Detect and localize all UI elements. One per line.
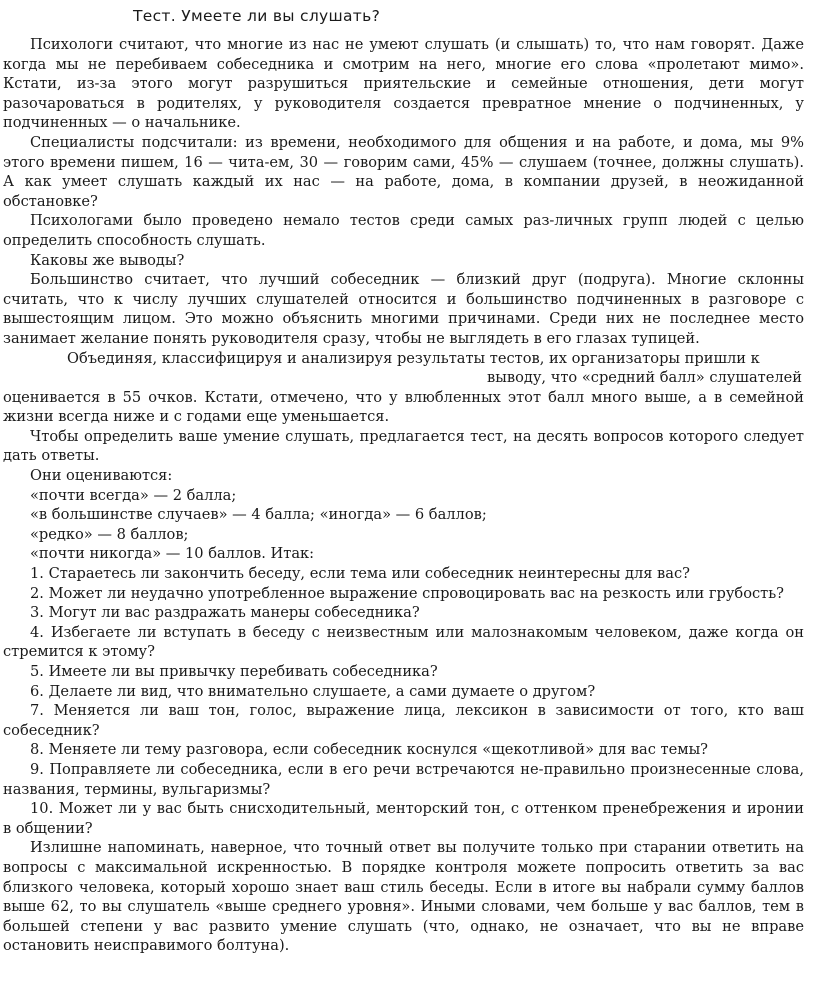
question-item: 1. Стараетесь ли закончить беседу, если тема или собеседник неинтересны для вас?	[30, 565, 690, 583]
paragraph-combining: Объединяя, классифицируя и анализируя результаты тестов, их организаторы пришли к	[67, 349, 760, 367]
paragraph-conclusion-line: выводу, что «средний балл» слушателей	[487, 369, 802, 387]
question-item: 5. Имеете ли вы привычку перебивать собеседника?	[30, 663, 438, 680]
paragraph-intro: Психологи считают, что многие из нас не умеют слушать (и слышать) то, что нам говорят. Даже когда мы не перебиваем собеседника и смотрим на него, многие его слова «пролетают мимо». Кстати, из-за этого могут разрушиться приятельские и семейные отношения, дети могут разочароваться в родителях, у руководителя создается превратное мнение о подчиненных, у подчиненных — о начальнике.	[3, 36, 804, 132]
question-item: 4. Избегаете ли вступать в беседу с неизвестным или малознакомым человеком, даже когда он стремится к этому?	[3, 623, 804, 661]
paragraph-instructions: Чтобы определить ваше умение слушать, предлагается тест, на десять вопросов которого следует дать ответы.	[3, 427, 804, 465]
document-body	[3, 35, 804, 956]
paragraph-majority: Большинство считает, что лучший собеседник — близкий друг (подруга). Многие склонны считать, что к числу лучших слушателей относится и большинство подчиненных в разговоре с вышестоящим лицом. Это можно объяснить многими причинами. Среди них не последнее место занимает желание понять руководителя сразу, чтобы не выглядеть в его глазах тупицей.	[3, 271, 804, 347]
question-item: 2. Может ли неудачно употребленное выражение спровоцировать вас на резкость или грубость?	[30, 584, 785, 602]
paragraph-score: оценивается в 55 очков. Кстати, отмечено, что у влюбленных этот балл много выше, а в семейной жизни всегда ниже и с годами еще уменьшается.	[3, 388, 804, 426]
paragraph-statistics: Специалисты подсчитали: из времени, необходимого для общения и на работе, и дома, мы 9% этого времени пишем, 16 — чита-ем, 30 — говорим сами, 45% — слушаем (точнее, должны слушать). А как умеет слушать каждый их нас — на работе, дома, в компании друзей, в неожиданной обстановке?	[3, 133, 804, 210]
scoring-rarely: «редко» — 8 баллов;	[30, 525, 189, 543]
question-item: 9. Поправляете ли собеседника, если в его речи встречаются не-правильно произнесенные слова, названия, термины, вульгаризмы?	[3, 760, 804, 798]
scoring-almost-always: «почти всегда» — 2 балла;	[30, 486, 237, 504]
question-item: 8. Меняете ли тему разговора, если собеседник коснулся «щекотливой» для вас темы?	[30, 741, 709, 759]
scoring-heading: Они оцениваются:	[30, 467, 173, 485]
paragraph-question: Каковы же выводы?	[30, 251, 185, 269]
question-item: 7. Меняется ли ваш тон, голос, выражение лица, лексикон в зависимости от того, кто ваш собеседник?	[3, 702, 804, 739]
question-item: 3. Могут ли вас раздражать манеры собеседника?	[30, 604, 420, 622]
paragraph-final: Излишне напоминать, наверное, что точный ответ вы получите только при старании ответить на вопросы с максимальной искренностью. В порядке контроля можете попросить ответить за вас близкого человека, который хорошо знает ваш стиль беседы. Если в итоге вы набрали сумму баллов выше 62, то вы слушатель «выше среднего уровня». Иными словами, чем больше у вас баллов, тем в большей степени у вас развито умение слушать (что, однако, не означает, что вы не вправе остановить неисправимого болтуна).	[3, 839, 804, 955]
question-item: 10. Может ли у вас быть снисходительный, менторский тон, с оттенком пренебрежения и иронии в общении?	[3, 800, 804, 837]
question-item: 6. Делаете ли вид, что внимательно слушаете, а сами думаете о другом?	[30, 682, 596, 700]
scoring-almost-never: «почти никогда» — 10 баллов. Итак:	[30, 545, 315, 563]
scoring-mostly: «в большинстве случаев» — 4 балла; «иногда» — 6 баллов;	[30, 506, 487, 524]
paragraph-tests: Психологами было проведено немало тестов среди самых раз-личных групп людей с целью определить способность слушать.	[3, 212, 804, 249]
document-title: Тест. Умеете ли вы слушать?	[133, 7, 381, 25]
